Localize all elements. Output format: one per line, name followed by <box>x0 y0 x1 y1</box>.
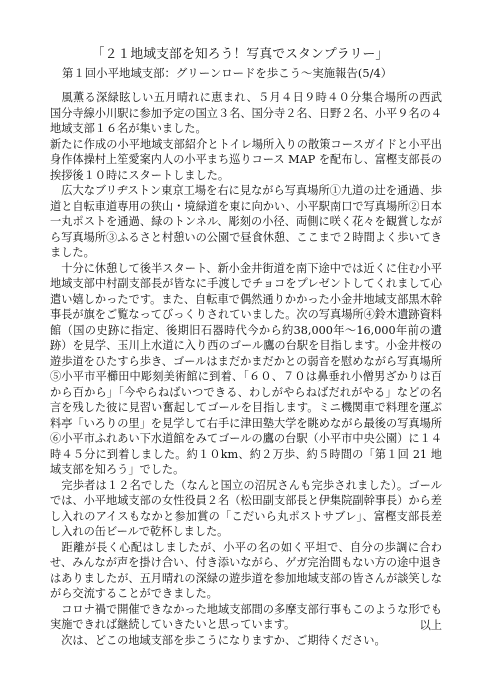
closing-mark: 以上 <box>419 619 442 632</box>
paragraph-opening: 風薫る深緑眩しい五月晴れに恵まれ、５月４日９時４０分集合場所の西武国分寺線小川駅に参加予定の国立３名、国分寺２名、日野２名、小平９名の４地域支部１６名が集いました。 <box>50 91 442 135</box>
paragraph-future: コロナ禍で開催できなかった地域支部間の多摩支部行事もこのような形でも実施できれば継続していきたいと思っています。 <box>50 602 442 631</box>
document-title: 「２１地域支部を知ろう！写真でスタンプラリー」 <box>91 47 389 62</box>
paragraph-next: 次は、どこの地域支部を歩こうになりますか、ご期待ください。 <box>50 633 386 647</box>
document-subtitle: 第１回小平地域支部：グリーンロードを歩こう～実施報告(5/4） <box>62 66 393 80</box>
paragraph-guide-map: 新たに作成の小平地域支部紹介とトイレ場所入りの散策コースガイドと小平出身作体操村上笙愛案内人の小平まち巡りコース MAP を配布し、富樫支部長の挨拶後１０時にスタートしました。 <box>50 137 442 182</box>
paragraph-second-half: 十分に休憩して後半スタート、新小金井街道を南下途中では近くに住む小平地域支部中村副支部長が皆なに手渡しでチョコをプレゼントしてくれまして心遣い嬉しかったです。また、自転車で偶然通りかかった小金井地域支部黒木幹事長が旗をご覧なってびっくりされていました。次の写真場所④鈴木遺跡資料館（国の史跡に指定、後期旧石器時代今から約38,000年～16,000年前の遺跡）を見学、玉川上水道に入り西のゴール鷹の台駅を目指します。小金井桜の遊歩道をひたすら歩き、ゴールはまだかまだかとの弱音を慰めながら写真場所⑤小平市平櫛田中彫刻美術館に到着、「６０、７０は鼻垂れ小僧男ざかりは百から百から」「今やらねばいつできる、わしがやらねばだれがやる」などの名言を残した彼に見習い奮起してゴールを目指します。ミニ機関車で料理を運ぶ料亭「いろりの里」を見学して右手に津田塾大学を眺めながら最後の写真場所⑥小平市ふれあい下水道館をみてゴールの鷹の台駅（小平市中央公園）に１４時４５分に到着しました。約１０km、約２万歩、約５時間の「第１回 21 地域支部を知ろう」でした。 <box>50 261 442 476</box>
paragraph-reflection: 距離が長く心配はしましたが、小平の名の如く平坦で、自分の歩調に合わせ、みんなが声を掛け合い、付き添いながら、ゲガ完治間もない方の途中退きはありましたが、五月晴れの深緑の遊歩道を参加地域支部の皆さんが談笑しながら交流することができました。 <box>50 540 442 600</box>
report-body <box>50 90 442 648</box>
paragraph-first-half: 広大なブリヂストン東京工場を右に見ながら写真場所①九道の辻を通過、歩道と自転車道専用の狭山・境緑道を東に向かい、小平駅南口で写真場所②日本一丸ポストを通過、緑のトンネル、彫刻の小径、両側に咲く花々を観賞しながら写真場所③ふるさと村憩いの公園で昼食休憩、ここまで２時間よく歩いてきました。 <box>50 184 442 259</box>
paragraph-finishers: 完歩者は１２名でした（なんと国立の沼尻さんも完歩されました）。ゴールでは、小平地域支部の女性役員２名（松田副支部長と伊集院副幹事長）から差し入れのアイスもなかと参加賞の「こだいら丸ポストサブレ」、富樫支部長差し入れの缶ビールで乾杯しました。 <box>50 478 442 538</box>
